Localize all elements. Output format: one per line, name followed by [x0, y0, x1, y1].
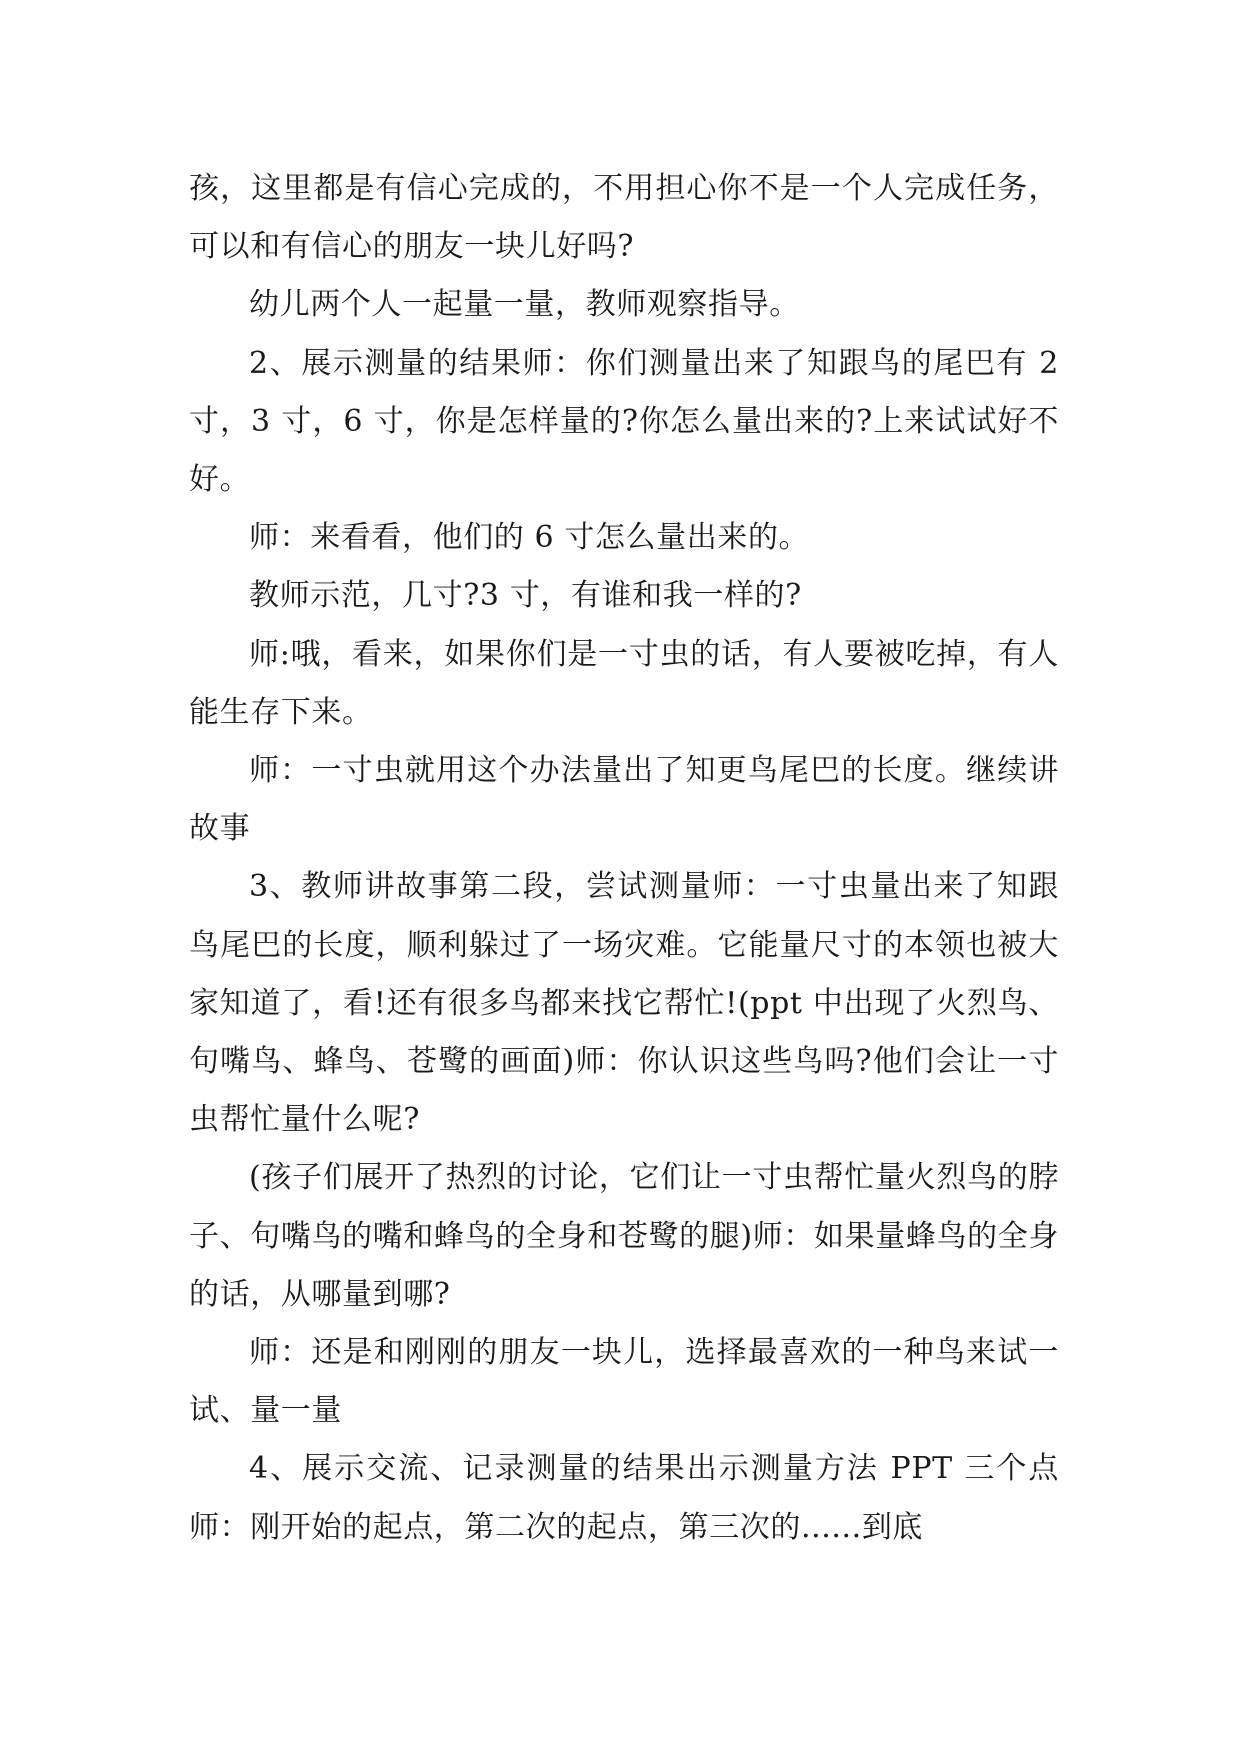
paragraph-2: 幼儿两个人一起量一量，教师观察指导。 [249, 287, 800, 323]
document-body [189, 160, 1059, 1557]
paragraph-3: 2、展示测量的结果师：你们测量出来了知跟鸟的尾巴有 2 寸，3 寸，6 寸，你是怎样量的?你怎么量出来的?上来试试好不好。 [189, 345, 1059, 498]
paragraph-5: 教师示范，几寸?3 寸，有谁和我一样的? [249, 578, 802, 614]
paragraph-9: (孩子们展开了热烈的讨论，它们让一寸虫帮忙量火烈鸟的脖子、句嘴鸟的嘴和蜂鸟的全身和苍鹭的腿)师：如果量蜂鸟的全身的话，从哪量到哪? [189, 1160, 1059, 1312]
paragraph-10: 师：还是和刚刚的朋友一块儿，选择最喜欢的一种鸟来试一试、量一量 [189, 1335, 1059, 1429]
paragraph-6: 师:哦，看来，如果你们是一寸虫的话，有人要被吃掉，有人能生存下来。 [189, 636, 1059, 730]
paragraph-11: 4、展示交流、记录测量的结果出示测量方法 PPT 三个点师：刚开始的起点，第二次的起点，第三次的......到底 [189, 1451, 1059, 1545]
paragraph-1: 孩，这里都是有信心完成的，不用担心你不是一个人完成任务，可以和有信心的朋友一块儿好吗? [189, 171, 1059, 265]
paragraph-7: 师：一寸虫就用这个办法量出了知更鸟尾巴的长度。继续讲故事 [189, 753, 1059, 847]
paragraph-8: 3、教师讲故事第二段，尝试测量师：一寸虫量出来了知跟鸟尾巴的长度，顺利躲过了一场灾难。它能量尺寸的本领也被大家知道了，看!还有很多鸟都来找它帮忙!(ppt 中出现了火烈鸟、句嘴鸟、蜂鸟、苍鹭的画面)师：你认识这些鸟吗?他们会让一寸虫帮忙量什么呢? [189, 869, 1059, 1138]
paragraph-4: 师：来看看，他们的 6 寸怎么量出来的。 [249, 520, 810, 556]
